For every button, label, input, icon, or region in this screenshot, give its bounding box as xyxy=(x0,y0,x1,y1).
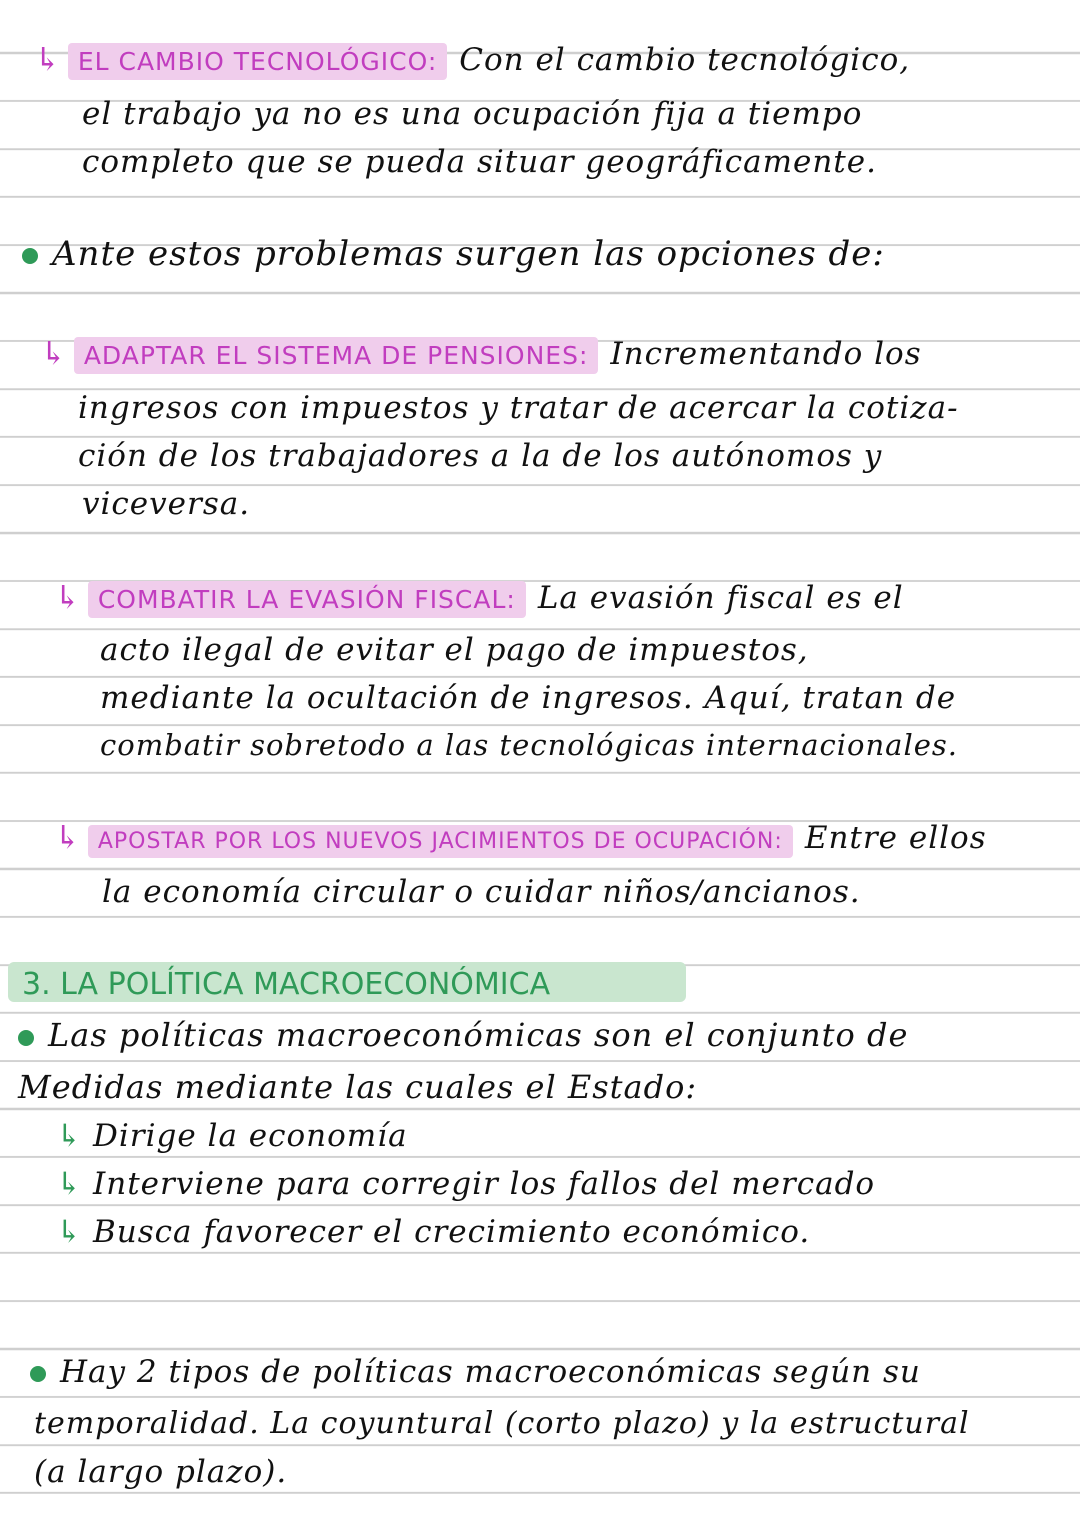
subheading-line xyxy=(34,40,910,78)
text-line: temporalidad. La coyuntural (corto plazo) y la estructural xyxy=(34,1406,970,1441)
subheading-line xyxy=(54,818,987,856)
list-item xyxy=(56,1118,408,1154)
bullet-text: Hay 2 tipos de políticas macroeconómicas según su xyxy=(60,1354,921,1390)
bullet-dot-icon xyxy=(30,1366,46,1382)
text-line: la economía circular o cuidar niños/ancianos. xyxy=(102,874,861,910)
bullet-text: Las políticas macroeconómicas son el conjunto de xyxy=(48,1016,909,1054)
arrow-icon: ↳ xyxy=(54,818,82,856)
text-line: ingresos con impuestos y tratar de acercar la cotiza- xyxy=(78,390,959,426)
text-line: combatir sobretodo a las tecnológicas internacionales. xyxy=(100,728,958,762)
text-line: completo que se pueda situar geográficamente. xyxy=(82,144,877,180)
arrow-icon: ↳ xyxy=(56,1166,83,1202)
bullet-line xyxy=(30,1354,921,1390)
text-line: acto ilegal de evitar el pago de impuestos, xyxy=(100,632,809,668)
section-title: 3. LA POLÍTICA MACROECONÓMICA xyxy=(8,962,686,1002)
list-item xyxy=(56,1214,810,1250)
list-item-text: Interviene para corregir los fallos del mercado xyxy=(92,1166,876,1202)
bullet-text: Ante estos problemas surgen las opciones de: xyxy=(52,234,885,274)
subheading-evasion-fiscal: COMBATIR LA EVASIÓN FISCAL: xyxy=(88,581,526,618)
list-item xyxy=(56,1166,875,1202)
bullet-dot-icon xyxy=(18,1030,34,1046)
text-line: mediante la ocultación de ingresos. Aquí, tratan de xyxy=(100,680,957,716)
text-line: Medidas mediante las cuales el Estado: xyxy=(18,1068,698,1106)
text-line: viceversa. xyxy=(82,486,251,522)
subheading-jacimientos: APOSTAR POR LOS NUEVOS JACIMIENTOS DE OCUPACIÓN: xyxy=(88,825,793,858)
list-item-text: Busca favorecer el crecimiento económico. xyxy=(92,1214,811,1250)
arrow-icon: ↳ xyxy=(54,578,82,616)
arrow-icon: ↳ xyxy=(56,1118,83,1154)
text-line: (a largo plazo). xyxy=(34,1454,288,1490)
bullet-dot-icon xyxy=(22,248,38,264)
subheading-line xyxy=(40,334,922,372)
text-line: Incrementando los xyxy=(610,336,922,372)
bullet-line xyxy=(18,1016,908,1054)
text-line: La evasión fiscal es el xyxy=(537,580,904,616)
arrow-icon: ↳ xyxy=(34,40,62,78)
subheading-line xyxy=(54,578,904,616)
text-line: el trabajo ya no es una ocupación fija a tiempo xyxy=(82,96,863,132)
text-line: ción de los trabajadores a la de los autónomos y xyxy=(78,438,883,474)
arrow-icon: ↳ xyxy=(40,334,68,372)
list-item-text: Dirige la economía xyxy=(92,1118,408,1154)
bullet-line xyxy=(22,234,885,274)
text-line: Entre ellos xyxy=(804,820,987,856)
text-line: Con el cambio tecnológico, xyxy=(459,42,911,78)
subheading-pensiones: ADAPTAR EL SISTEMA DE PENSIONES: xyxy=(74,337,599,374)
subheading-cambio-tecnologico: EL CAMBIO TECNOLÓGICO: xyxy=(68,43,447,80)
arrow-icon: ↳ xyxy=(56,1214,83,1250)
